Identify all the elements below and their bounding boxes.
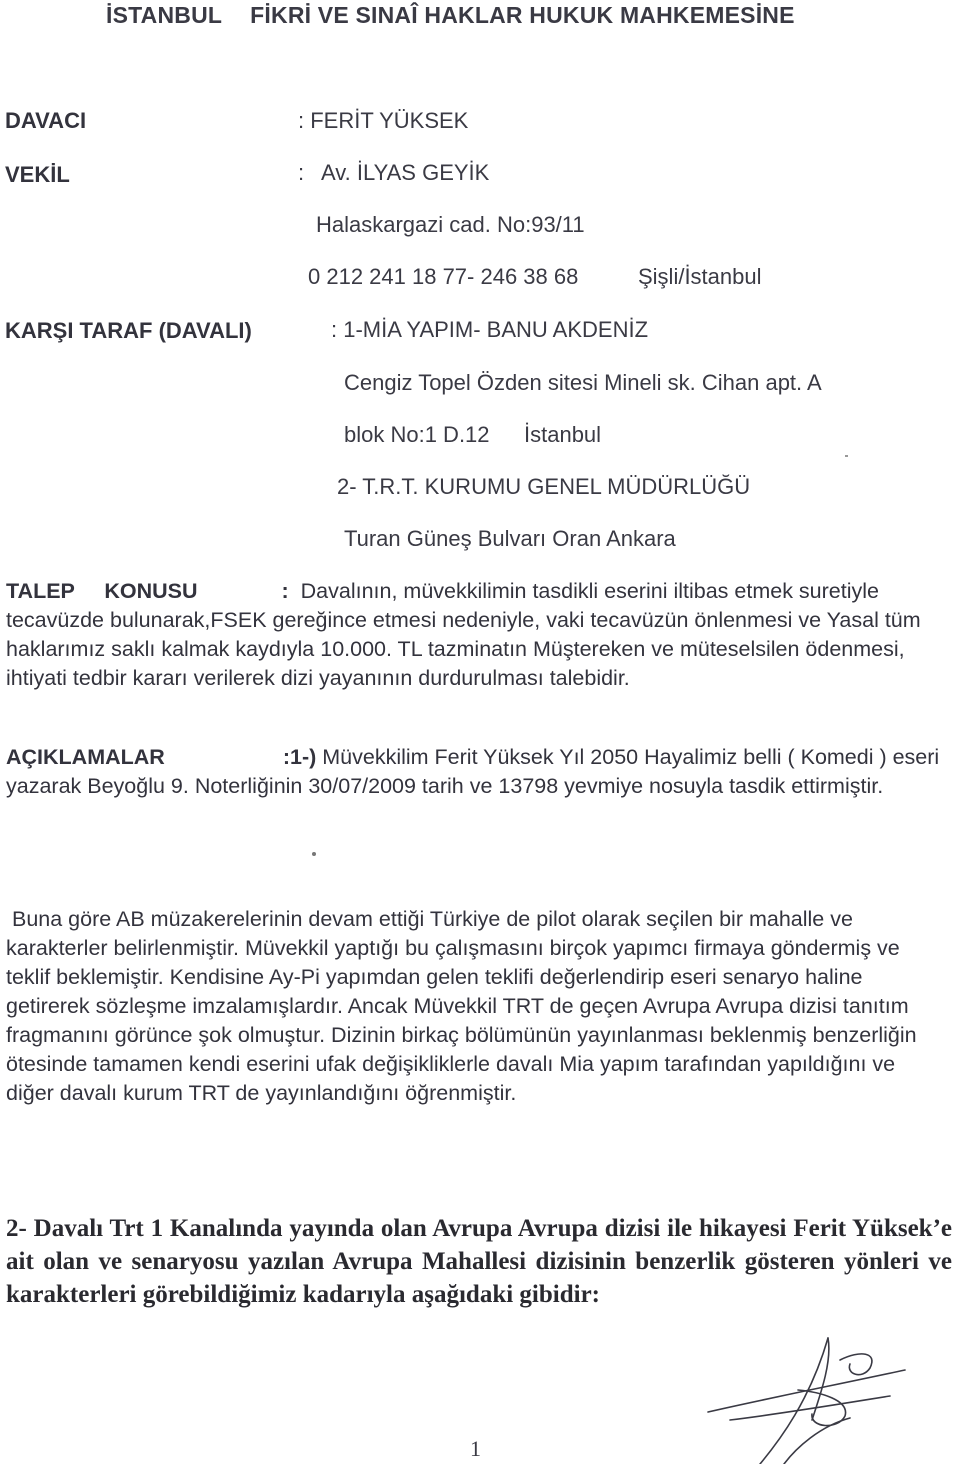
scan-speck — [845, 455, 848, 457]
defendant-2-address: Turan Güneş Bulvarı Oran Ankara — [344, 526, 676, 551]
scan-speck — [312, 852, 316, 856]
claim-text: Davalının, müvekkilimin tasdikli eserini iltibas etmek suretiyle tecavüzde bulunarak,FSEK gereğince etmesi nedeniyle, vaki tecavüzün önlenmesi ve Yasal tüm haklarımız saklı kalmak kaydıyla 10.000. TL tazminatın Müştereken ve müteselsilen ödenmesi, ihtiyati tedbir kararı verilerek dizi yayanının durdurulması talebidir. — [6, 579, 921, 690]
explanation-paragraph-2: Buna göre AB müzakerelerinin devam ettiği Türkiye de pilot olarak seçilen bir mahalle ve karakterler belirlenmiştir. Müvekkil yaptığı bu çalışmasını birçok yapımcı firmaya göndermiş ve teklif beklemiştir. Kendisine Ay-Pi yapımdan gelen teklifi değerlendirip eseri senaryo haline getirerek sözleşme imzalamışlardır. Ancak Müvekkil TRT de geçen Avrupa Avrupa dizisi tanıtım fragmanını görünce şok olmuştur. Dizinin birkaç bölümünün yayınlanması beklenmiş benzerliğin ötesinde tamamen kendi eserini ufak değişikliklerle davalı Mia yapım tarafından yapıldığını ve diğer davalı kurum TRT de yayınlandığını öğrenmiştir. — [6, 907, 917, 1105]
attorney-label: VEKİL — [5, 162, 70, 187]
explanation-text-1: Müvekkilim Ferit Yüksek Yıl 2050 Hayalimiz belli ( Komedi ) eseri yazarak Beyoğlu 9. Noterliğinin 30/07/2009 tarih ve 13798 yevmiye nosuyla tasdik ettirmiştir. — [6, 745, 940, 798]
defendant-1-address-line1: Cengiz Topel Özden sitesi Mineli sk. Cihan apt. A — [344, 370, 822, 395]
court-heading-city: İSTANBUL — [106, 2, 223, 28]
explanation-number: :1-) — [282, 745, 317, 769]
claim-colon: : — [281, 579, 289, 603]
signature-image — [700, 1330, 910, 1464]
attorney-address: Halaskargazi cad. No:93/11 — [316, 212, 585, 237]
plaintiff-value: : FERİT YÜKSEK — [298, 108, 469, 133]
explanation-point-2: 2- Davalı Trt 1 Kanalında yayında olan Avrupa Avrupa dizisi ile hikayesi Ferit Yüksek’e ait olan ve senaryosu yazılan Avrupa Mahallesi dizisinin benzerlik gösteren yönleri ve karakterleri görebildiğimiz kadarıyla aşağıdaki gibidir: — [6, 1215, 952, 1308]
page-number: 1 — [470, 1436, 481, 1461]
defendant-1-address-line2: blok No:1 D.12 — [344, 422, 490, 447]
claim-paragraph — [6, 577, 946, 693]
court-heading — [106, 2, 795, 29]
plaintiff-label: DAVACI — [5, 108, 87, 133]
explanations-label: AÇIKLAMALAR — [6, 745, 165, 769]
claim-label: TALEP KONUSU — [6, 579, 198, 603]
attorney-city: Şişli/İstanbul — [638, 264, 762, 289]
defendant-2: 2- T.R.T. KURUMU GENEL MÜDÜRLÜĞÜ — [337, 474, 751, 499]
defendant-1: : 1-MİA YAPIM- BANU AKDENİZ — [331, 317, 649, 342]
defendant-label: KARŞI TARAF (DAVALI) — [5, 318, 252, 343]
attorney-phone: 0 212 241 18 77- 246 38 68 — [308, 264, 579, 289]
explanation-paragraph-1 — [6, 743, 946, 801]
court-heading-name: FİKRİ VE SINAÎ HAKLAR HUKUK MAHKEMESİNE — [250, 2, 795, 28]
attorney-name: Av. İLYAS GEYİK — [321, 160, 490, 185]
defendant-1-city: İstanbul — [524, 422, 602, 447]
attorney-colon: : — [298, 160, 305, 185]
